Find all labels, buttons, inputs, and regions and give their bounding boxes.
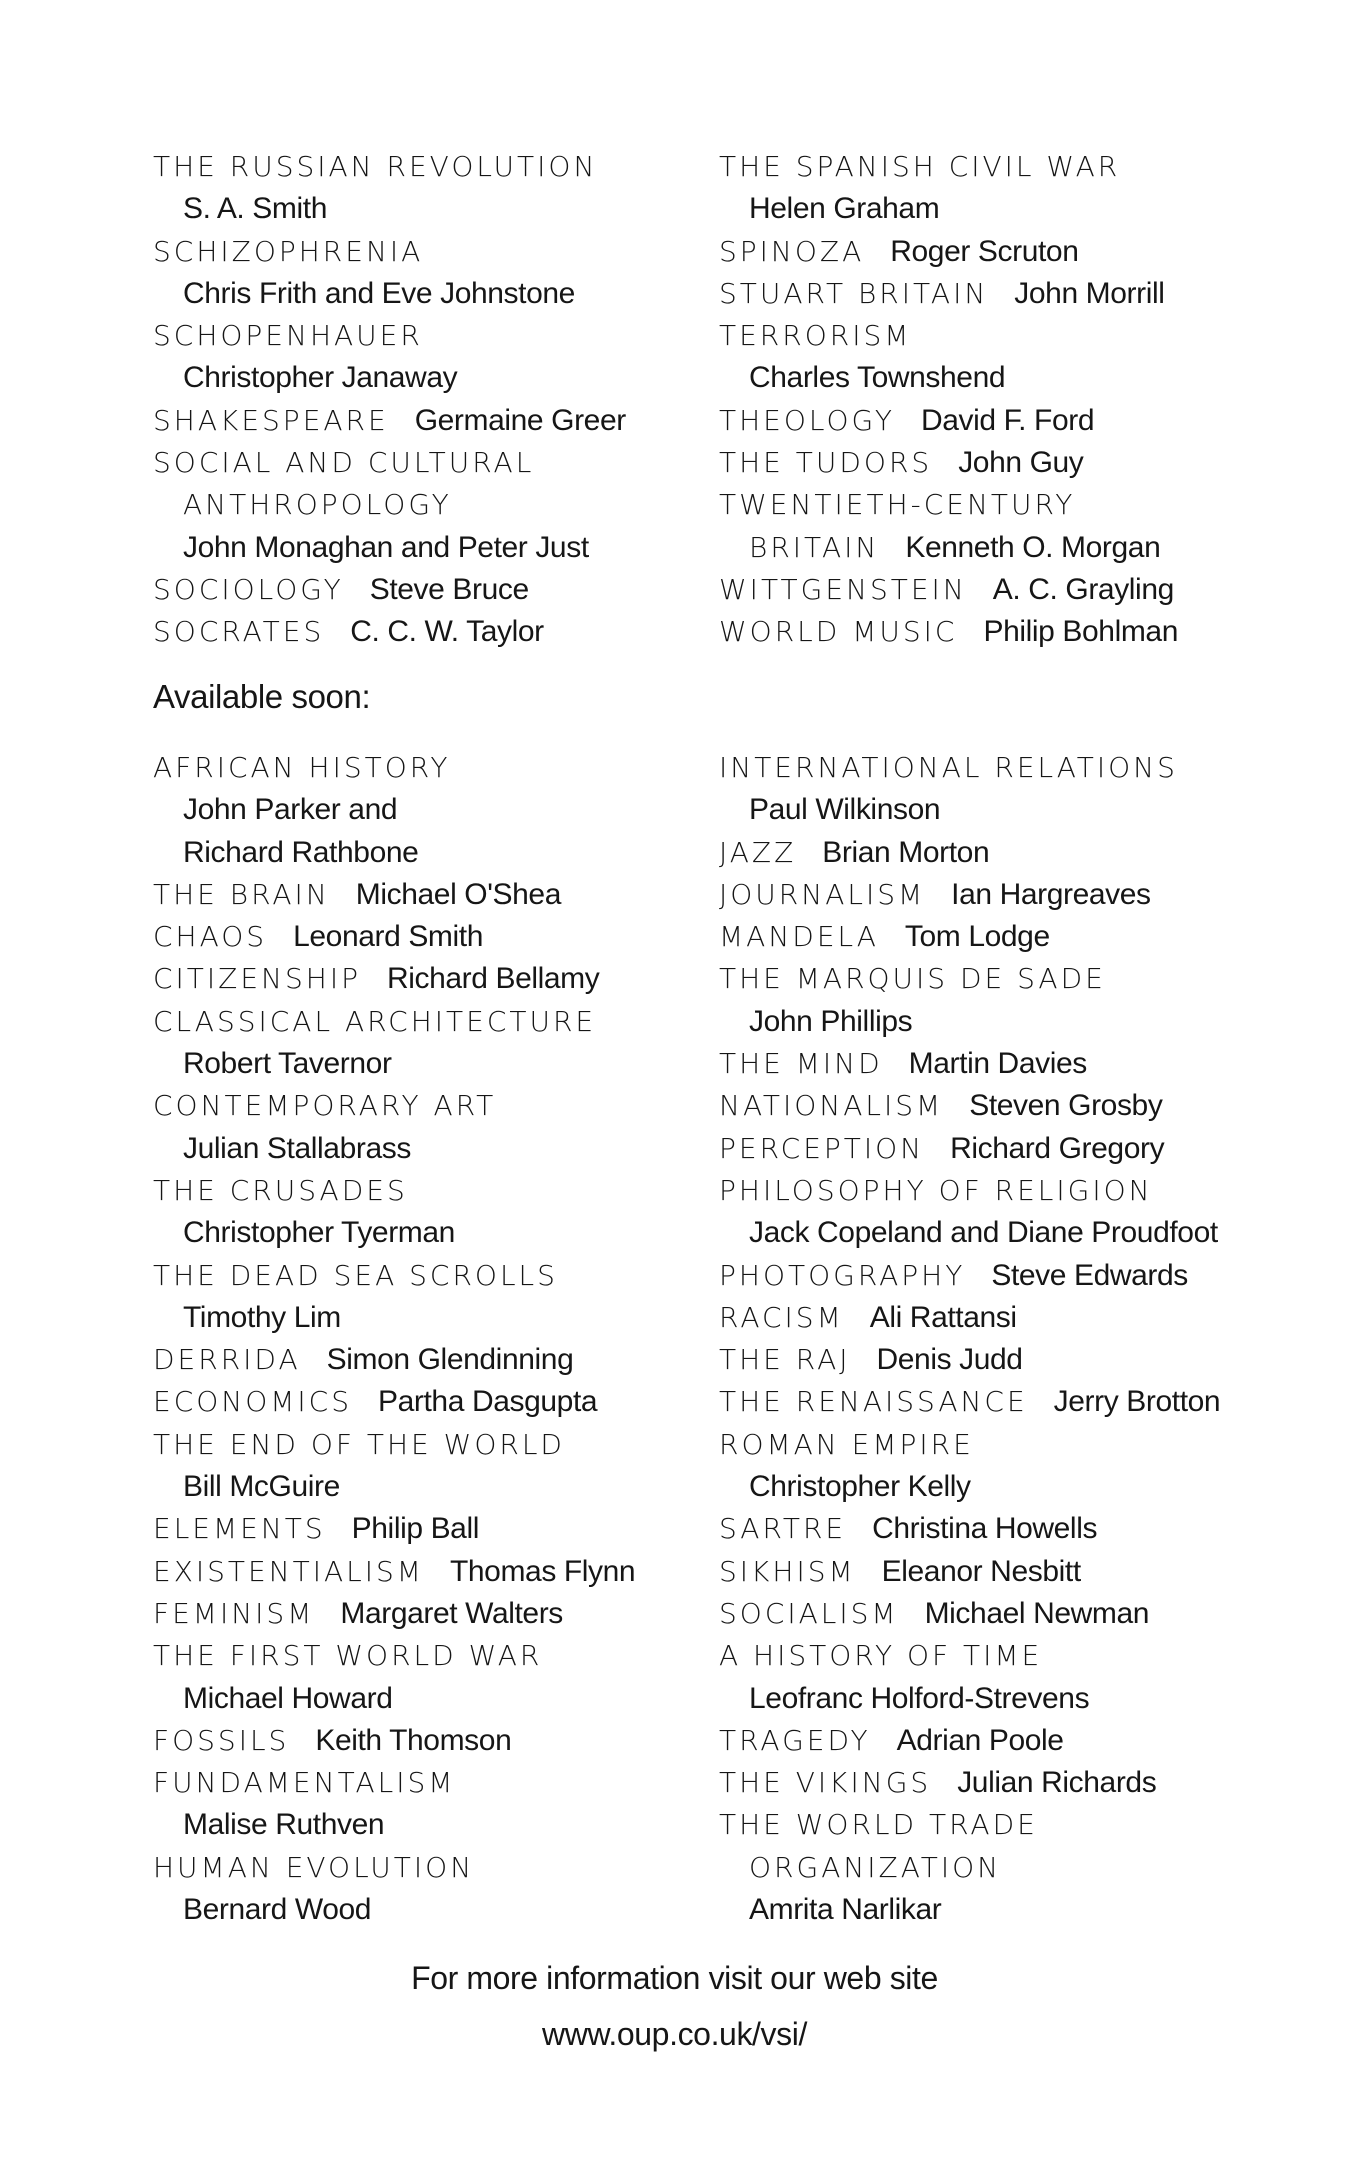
title-line (153, 1720, 713, 1762)
book-title: CITIZENSHIP (153, 962, 361, 996)
book-title: RACISM (719, 1300, 844, 1334)
book-title: WITTGENSTEIN (719, 572, 967, 606)
book-title: AFRICAN HISTORY (153, 751, 451, 784)
author-name: Philip Ball (351, 1512, 479, 1546)
book-title: FEMINISM (153, 1596, 315, 1630)
author-name: A. C. Grayling (992, 572, 1174, 606)
author-name: Leofranc Holford-Strevens (749, 1681, 1090, 1715)
title-line (719, 315, 1279, 357)
book-title: WORLD MUSIC (719, 615, 958, 649)
author-name: Eleanor Nesbitt (881, 1554, 1081, 1588)
title-line (719, 1593, 1279, 1635)
book-title: THE MARQUIS DE SADE (719, 962, 1106, 996)
book-title: SARTRE (719, 1512, 847, 1546)
author-line (719, 1678, 1279, 1720)
title-line (153, 400, 713, 442)
available-soon-heading: Available soon: (153, 678, 371, 715)
book-title: SCHIZOPHRENIA (153, 234, 424, 268)
author-name: John Phillips (749, 1004, 913, 1038)
author-line (153, 188, 713, 230)
book-title: EXISTENTIALISM (153, 1554, 424, 1588)
author-name: Roger Scruton (890, 234, 1079, 268)
book-title: ANTHROPOLOGY (183, 488, 452, 522)
author-line (719, 1466, 1279, 1508)
title-line (153, 442, 713, 484)
title-line (719, 958, 1279, 1000)
footer (0, 1950, 1349, 2062)
author-name: Julian Stallabrass (183, 1131, 411, 1165)
title-line (719, 484, 1279, 526)
author-line (153, 1466, 713, 1508)
author-line (153, 1043, 713, 1085)
title-line (719, 1762, 1279, 1804)
author-name: Brian Morton (822, 835, 990, 869)
book-title: JAZZ (719, 835, 797, 869)
author-name: Helen Graham (749, 192, 940, 226)
title-line (153, 146, 713, 188)
author-name: C. C. W. Taylor (350, 615, 544, 649)
author-name: Tom Lodge (904, 920, 1050, 954)
title-line (719, 1720, 1279, 1762)
title-line (719, 1847, 1279, 1889)
author-name: Jerry Brotton (1053, 1385, 1221, 1419)
author-name: Steve Edwards (991, 1258, 1188, 1292)
author-line (719, 188, 1279, 230)
title-line (719, 1085, 1279, 1127)
book-title: SHAKESPEARE (153, 403, 389, 437)
book-title: SOCRATES (153, 615, 325, 649)
book-title: PHOTOGRAPHY (719, 1258, 966, 1292)
book-title: PHILOSOPHY OF RELIGION (719, 1173, 1153, 1207)
author-line (153, 357, 713, 399)
title-line (719, 1297, 1279, 1339)
title-line (153, 1424, 713, 1466)
author-name: Michael Howard (183, 1681, 393, 1715)
author-line (153, 527, 713, 569)
author-name: Julian Richards (957, 1766, 1157, 1800)
author-name: Christopher Kelly (749, 1470, 971, 1504)
author-name: Malise Ruthven (183, 1808, 385, 1842)
book-title: THE END OF THE WORLD (153, 1427, 565, 1461)
title-line (153, 1593, 713, 1635)
author-name: Bernard Wood (183, 1893, 372, 1927)
author-name: Amrita Narlikar (749, 1893, 942, 1927)
title-line (719, 916, 1279, 958)
title-line (153, 1762, 713, 1804)
author-name: Richard Rathbone (183, 835, 419, 869)
author-name: Paul Wilkinson (749, 793, 941, 827)
author-name: Steven Grosby (969, 1089, 1163, 1123)
author-name: Leonard Smith (293, 920, 484, 954)
book-title: THEOLOGY (719, 403, 895, 437)
book-title: ORGANIZATION (749, 1850, 1002, 1884)
author-name: Richard Gregory (950, 1131, 1165, 1165)
title-line (153, 916, 713, 958)
author-name: Steve Bruce (369, 572, 529, 606)
title-line (153, 1339, 713, 1381)
author-line (153, 789, 713, 831)
author-line (153, 273, 713, 315)
author-name: Bill McGuire (183, 1470, 340, 1504)
book-title: CHAOS (153, 920, 268, 954)
book-title: THE RUSSIAN REVOLUTION (153, 150, 598, 183)
title-line (719, 1635, 1279, 1677)
author-line (153, 1804, 713, 1846)
book-title: STUART BRITAIN (719, 276, 989, 310)
author-line (719, 1001, 1279, 1043)
author-name: Philip Bohlman (983, 615, 1178, 649)
book-title: SOCIALISM (719, 1596, 899, 1630)
title-line (719, 273, 1279, 315)
title-line (719, 1508, 1279, 1550)
author-name: Germaine Greer (414, 403, 626, 437)
title-line (153, 1847, 713, 1889)
author-line (719, 1889, 1279, 1931)
title-line (153, 484, 713, 526)
title-line (719, 1381, 1279, 1423)
title-line (153, 611, 713, 653)
title-line (719, 1170, 1279, 1212)
book-title: NATIONALISM (719, 1089, 944, 1123)
title-line (153, 1170, 713, 1212)
title-line (153, 958, 713, 1000)
author-line (153, 1297, 713, 1339)
author-name: Kenneth O. Morgan (905, 530, 1161, 564)
author-line (153, 1678, 713, 1720)
book-title: CLASSICAL ARCHITECTURE (153, 1004, 597, 1038)
title-line (719, 1551, 1279, 1593)
author-line (153, 1212, 713, 1254)
book-title: A HISTORY OF TIME (719, 1639, 1043, 1673)
author-name: David F. Ford (920, 403, 1095, 437)
title-line (153, 1551, 713, 1593)
book-title: THE VIKINGS (719, 1766, 932, 1800)
author-name: Michael O'Shea (355, 877, 562, 911)
book-title: ECONOMICS (153, 1385, 353, 1419)
author-name: Thomas Flynn (449, 1554, 636, 1588)
title-line (719, 747, 1279, 789)
book-title: SOCIOLOGY (153, 572, 344, 606)
title-line (719, 874, 1279, 916)
author-name: Timothy Lim (183, 1300, 341, 1334)
title-line (719, 832, 1279, 874)
title-line (153, 874, 713, 916)
title-line (719, 1255, 1279, 1297)
published-column-left (153, 146, 713, 654)
book-title: THE CRUSADES (153, 1173, 408, 1207)
book-title: THE BRAIN (153, 877, 330, 911)
footer-website-link[interactable]: www.oup.co.uk/vsi/ (542, 2016, 807, 2052)
title-line (153, 1085, 713, 1127)
author-name: Ian Hargreaves (951, 877, 1151, 911)
book-title: TWENTIETH-CENTURY (719, 488, 1076, 522)
author-name: Denis Judd (876, 1343, 1023, 1377)
author-name: John Guy (958, 446, 1084, 480)
book-title: PERCEPTION (719, 1131, 925, 1165)
book-title: DERRIDA (153, 1343, 301, 1377)
author-line (719, 789, 1279, 831)
title-line (719, 231, 1279, 273)
book-title: FOSSILS (153, 1723, 290, 1757)
author-name: John Parker and (183, 793, 398, 827)
title-line (719, 1128, 1279, 1170)
title-line (153, 1635, 713, 1677)
book-title: CONTEMPORARY ART (153, 1089, 497, 1123)
book-title: SCHOPENHAUER (153, 319, 423, 353)
author-line (153, 1128, 713, 1170)
book-title: THE RAJ (719, 1343, 851, 1377)
title-line (153, 1508, 713, 1550)
book-title: MANDELA (719, 920, 879, 954)
author-name: Partha Dasgupta (378, 1385, 598, 1419)
author-name: John Morrill (1014, 276, 1165, 310)
book-title: SOCIAL AND CULTURAL (153, 446, 535, 480)
book-title: THE SPANISH CIVIL WAR (719, 150, 1121, 183)
author-line (719, 1212, 1279, 1254)
author-name: Martin Davies (908, 1047, 1087, 1081)
book-title: INTERNATIONAL RELATIONS (719, 751, 1178, 784)
title-line (153, 315, 713, 357)
book-title: ROMAN EMPIRE (719, 1427, 974, 1461)
author-name: John Monaghan and Peter Just (183, 530, 589, 564)
author-line (153, 1889, 713, 1931)
published-column-right (719, 146, 1279, 654)
book-title: BRITAIN (749, 530, 880, 564)
author-name: Adrian Poole (896, 1723, 1064, 1757)
author-name: Keith Thomson (315, 1723, 512, 1757)
title-line (719, 1424, 1279, 1466)
author-name: Michael Newman (924, 1596, 1150, 1630)
title-line (153, 1381, 713, 1423)
title-line (719, 1339, 1279, 1381)
title-line (719, 569, 1279, 611)
author-name: Margaret Walters (340, 1596, 563, 1630)
title-line (719, 442, 1279, 484)
book-title: JOURNALISM (719, 877, 926, 911)
author-line (153, 832, 713, 874)
author-name: Richard Bellamy (386, 962, 600, 996)
author-name: Chris Frith and Eve Johnstone (183, 276, 575, 310)
title-line (719, 527, 1279, 569)
author-name: Charles Townshend (749, 361, 1006, 395)
author-name: Christina Howells (872, 1512, 1098, 1546)
book-title: TRAGEDY (719, 1723, 871, 1757)
title-line (153, 1001, 713, 1043)
book-title: SIKHISM (719, 1554, 856, 1588)
book-title: THE TUDORS (719, 446, 933, 480)
author-name: Jack Copeland and Diane Proudfoot (749, 1216, 1218, 1250)
author-name: Robert Tavernor (183, 1047, 392, 1081)
upcoming-column-left (153, 747, 713, 1931)
book-title: ELEMENTS (153, 1512, 326, 1546)
author-line (719, 357, 1279, 399)
author-name: Christopher Tyerman (183, 1216, 455, 1250)
title-line (719, 611, 1279, 653)
title-line (153, 747, 713, 789)
title-line (153, 569, 713, 611)
book-title: THE RENAISSANCE (719, 1385, 1028, 1419)
author-name: Simon Glendinning (326, 1343, 574, 1377)
title-line (719, 1804, 1279, 1846)
title-line (719, 1043, 1279, 1085)
author-name: S. A. Smith (183, 192, 327, 226)
book-title: SPINOZA (719, 234, 865, 268)
author-name: Ali Rattansi (869, 1300, 1017, 1334)
title-line (153, 231, 713, 273)
book-title: TERRORISM (719, 319, 912, 353)
book-title: HUMAN EVOLUTION (153, 1850, 475, 1884)
book-title: FUNDAMENTALISM (153, 1766, 456, 1800)
footer-info-text: For more information visit our web site (411, 1960, 938, 1996)
book-title: THE FIRST WORLD WAR (153, 1639, 543, 1673)
upcoming-column-right (719, 747, 1279, 1931)
title-line (153, 1255, 713, 1297)
book-title: THE DEAD SEA SCROLLS (153, 1258, 558, 1292)
title-line (719, 146, 1279, 188)
title-line (719, 400, 1279, 442)
author-name: Christopher Janaway (183, 361, 458, 395)
book-title: THE WORLD TRADE (719, 1808, 1038, 1842)
book-title: THE MIND (719, 1047, 883, 1081)
